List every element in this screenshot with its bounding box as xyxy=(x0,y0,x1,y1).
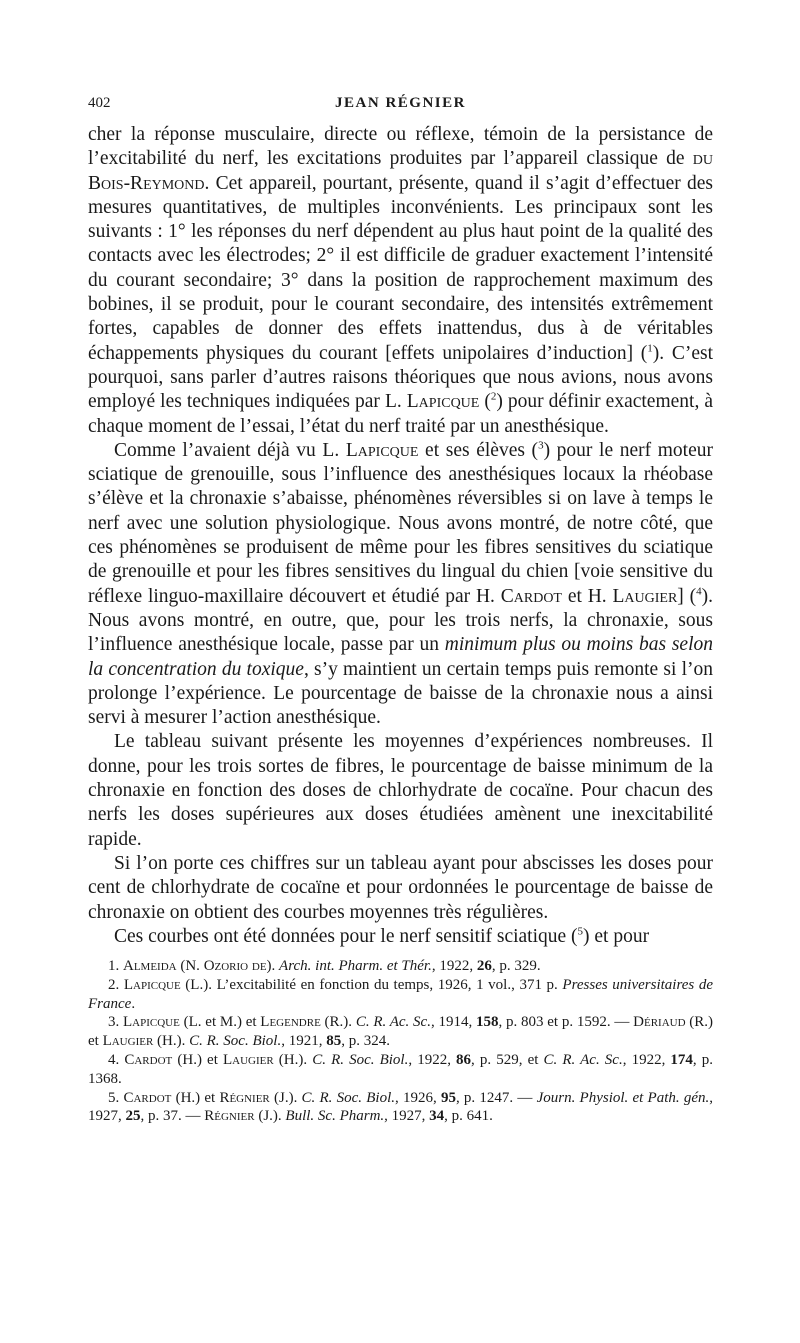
text-run: Cardot xyxy=(500,585,562,607)
text-run: Arch. int. Pharm. et Thér. xyxy=(279,958,432,975)
text-run: et ses élèves ( xyxy=(418,439,539,461)
text-run: , p. 37. — xyxy=(140,1108,205,1125)
text-run: , p. 1368. xyxy=(88,1052,714,1087)
book-page xyxy=(88,95,713,1126)
text-run: du Bois-Reymond xyxy=(88,148,713,194)
text-run: (N. xyxy=(176,958,204,975)
text-run: C. R. Ac. Sc. xyxy=(543,1052,623,1069)
text-run: Almeida xyxy=(123,958,177,975)
text-run: ( xyxy=(479,391,491,413)
paragraph xyxy=(88,925,713,949)
text-run: , 1927, xyxy=(88,1089,714,1125)
text-run: 5. xyxy=(108,1089,124,1106)
text-run: Laugier xyxy=(612,585,678,607)
text-run: ). xyxy=(266,958,280,975)
text-run: Cardot xyxy=(124,1052,173,1069)
text-run: Presses universitaires de France xyxy=(88,976,713,1012)
text-run: , p. 641. xyxy=(444,1108,493,1125)
footnote xyxy=(88,1089,713,1127)
text-run: 34 xyxy=(429,1108,445,1125)
text-run: Lapicque xyxy=(345,439,419,461)
text-run: (L. et M.) et xyxy=(179,1014,261,1031)
text-run: , s’y maintient un certain temps puis remonte si l’on prolonge l’expérience. Le pourcentage de baisse de la chronaxie nous a ainsi servi à mesurer l’action anesthésique. xyxy=(88,658,713,729)
text-run: , 1926, xyxy=(395,1089,441,1106)
text-run: (J.). xyxy=(254,1108,286,1125)
footnote-ref: 1 xyxy=(647,342,653,355)
text-run: Lapicque xyxy=(123,1014,180,1031)
running-title: JEAN RÉGNIER xyxy=(335,95,466,111)
text-run: , 1914, xyxy=(430,1014,476,1031)
text-run: 3. xyxy=(108,1014,124,1031)
footnote xyxy=(88,976,713,1014)
text-run: ] ( xyxy=(677,585,697,607)
text-run: 4. xyxy=(108,1052,125,1069)
text-run: (L.). L’excitabilité en fonction du temps, 1926, 1 vol., 371 p. xyxy=(180,976,563,993)
text-run: 25 xyxy=(125,1108,141,1125)
text-run: , p. 1247. — xyxy=(455,1089,537,1106)
text-run: Ces courbes ont été données pour le nerf sensitif sciatique ( xyxy=(114,925,578,947)
paragraph xyxy=(88,852,713,925)
text-run: Comme l’avaient déjà vu L. xyxy=(114,439,346,461)
text-run: , 1922, xyxy=(622,1052,671,1069)
text-run: Régnier xyxy=(219,1089,270,1106)
footnote-ref: 4 xyxy=(696,585,702,598)
text-run: (H.). xyxy=(273,1052,313,1069)
paragraph xyxy=(88,123,713,439)
text-run: , p. 329. xyxy=(491,958,541,975)
text-run: 1. xyxy=(108,958,123,975)
text-run: 86 xyxy=(456,1052,472,1069)
text-run: 26 xyxy=(476,958,492,975)
text-run: et H. xyxy=(561,585,613,607)
text-run: (H.) et xyxy=(172,1052,223,1069)
text-run: 95 xyxy=(440,1089,456,1106)
text-run: C. R. Ac. Sc. xyxy=(355,1014,431,1031)
text-run: Cardot xyxy=(123,1089,172,1106)
text-run: (H.) et xyxy=(171,1089,220,1106)
text-run: . xyxy=(131,995,136,1012)
text-run: 2. xyxy=(108,976,124,993)
body-text xyxy=(88,123,713,949)
page-number: 402 xyxy=(88,95,111,111)
text-run: Legendre xyxy=(260,1014,321,1031)
text-run: , 1921, xyxy=(281,1033,327,1050)
text-run: (R.). xyxy=(320,1014,356,1031)
text-run: Si l’on porte ces chiffres sur un tableau ayant pour abscisses les doses pour cent de chlorhydrate de cocaïne et pour ordonnées le pourcentage de baisse de chronaxie on obtient des courbes moyennes très régulières. xyxy=(88,852,713,923)
text-run: Laugier xyxy=(222,1052,274,1069)
text-run: , 1927, xyxy=(384,1108,430,1125)
footnote-ref: 3 xyxy=(538,439,544,452)
text-run: Journ. Physiol. et Path. gén. xyxy=(536,1089,710,1106)
text-run: ). Nous avons montré, en outre, que, pour les trois nerfs, la chronaxie, sous l’influence anesthésique locale, passe par un xyxy=(88,585,713,656)
footnote-ref: 5 xyxy=(577,925,584,938)
text-run: ) pour le nerf moteur sciatique de grenouille, sous l’influence des anesthésiques locaux la rhéobase s’élève et la chronaxie s’abaisse, phénomènes réversibles si on lave à temps le nerf avec une solution physiologique. Nous avons montré, de notre côté, que ces phénomènes se produisent de même pour les fibres sensitives du sciatique de grenouille et pour les fibres sensitives du lingual du chien [voie sensitive du réflexe linguo-maxillaire découvert et étudié par H. xyxy=(88,439,713,607)
text-run: Laugier xyxy=(102,1033,154,1050)
text-run: cher la réponse musculaire, directe ou réflexe, témoin de la persistance de l’excitabilité du nerf, les excitations produites par l’appareil classique de xyxy=(88,124,713,170)
paragraph xyxy=(88,439,713,731)
text-run: , p. 324. xyxy=(341,1033,390,1050)
text-run: ). C’est pourquoi, sans parler d’autres raisons théoriques que nous avions, nous avons employé les techniques indiquées par L. xyxy=(88,342,714,413)
text-run: (H.). xyxy=(153,1033,190,1050)
text-run: Lapicque xyxy=(123,976,181,993)
footnotes xyxy=(88,957,713,1126)
text-run: . Cet appareil, pourtant, présente, quand il s’agit d’effectuer des mesures quantitatives, de multiples inconvénients. Les principaux sont les suivants : 1° les réponses du nerf dépendent au plus haut point de la qualité des contacts avec les électrodes; 2° il est difficile de graduer exactement l’intensité du courant secondaire; 3° dans la position de rapprochement maximum des bobines, il se produit, pour le courant secondaire, des intensités extrêmement fortes, capables de donner des effets inattendus, dus à de véritables échappements physiques du courant [effets unipolaires d’induction] ( xyxy=(88,172,713,364)
footnote xyxy=(88,957,713,976)
text-run: Régnier xyxy=(204,1108,255,1125)
text-run: ) et pour xyxy=(583,925,650,947)
footnote xyxy=(88,1051,713,1089)
text-run: , p. 529, et xyxy=(471,1052,544,1069)
footnote xyxy=(88,1013,713,1051)
text-run: C. R. Soc. Biol. xyxy=(312,1052,409,1069)
text-run: Ozorio de xyxy=(203,958,267,975)
text-run: (J.). xyxy=(269,1089,302,1106)
text-run: C. R. Soc. Biol. xyxy=(301,1089,396,1106)
text-run: ) pour définir exactement, à chaque moment de l’essai, l’état du nerf traité par un anesthésique. xyxy=(88,391,714,437)
text-run: (R.) et xyxy=(88,1014,714,1050)
paragraph xyxy=(88,730,713,851)
text-run: Dériaud xyxy=(633,1014,686,1031)
text-run: 85 xyxy=(326,1033,342,1050)
text-run: minimum plus ou moins bas selon la concentration du toxique xyxy=(88,634,713,680)
text-run: Le tableau suivant présente les moyennes d’expériences nombreuses. Il donne, pour les trois sortes de fibres, le pourcentage de baisse minimum de la chronaxie en fonction des doses de chlorhydrate de cocaïne. Pour chacun des nerfs les doses supérieures aux doses étudiées amènent une inexcitabilité rapide. xyxy=(88,731,713,850)
text-run: 158 xyxy=(476,1014,499,1031)
text-run: , p. 803 et p. 1592. — xyxy=(498,1014,634,1031)
text-run: 174 xyxy=(670,1052,693,1069)
footnote-ref: 2 xyxy=(490,390,497,403)
text-run: Bull. Sc. Pharm. xyxy=(285,1108,385,1125)
text-run: C. R. Soc. Biol. xyxy=(189,1033,282,1050)
text-run: , 1922, xyxy=(408,1052,457,1069)
text-run: , 1922, xyxy=(431,958,477,975)
page-header xyxy=(88,95,713,123)
text-run: Lapicque xyxy=(406,391,480,413)
